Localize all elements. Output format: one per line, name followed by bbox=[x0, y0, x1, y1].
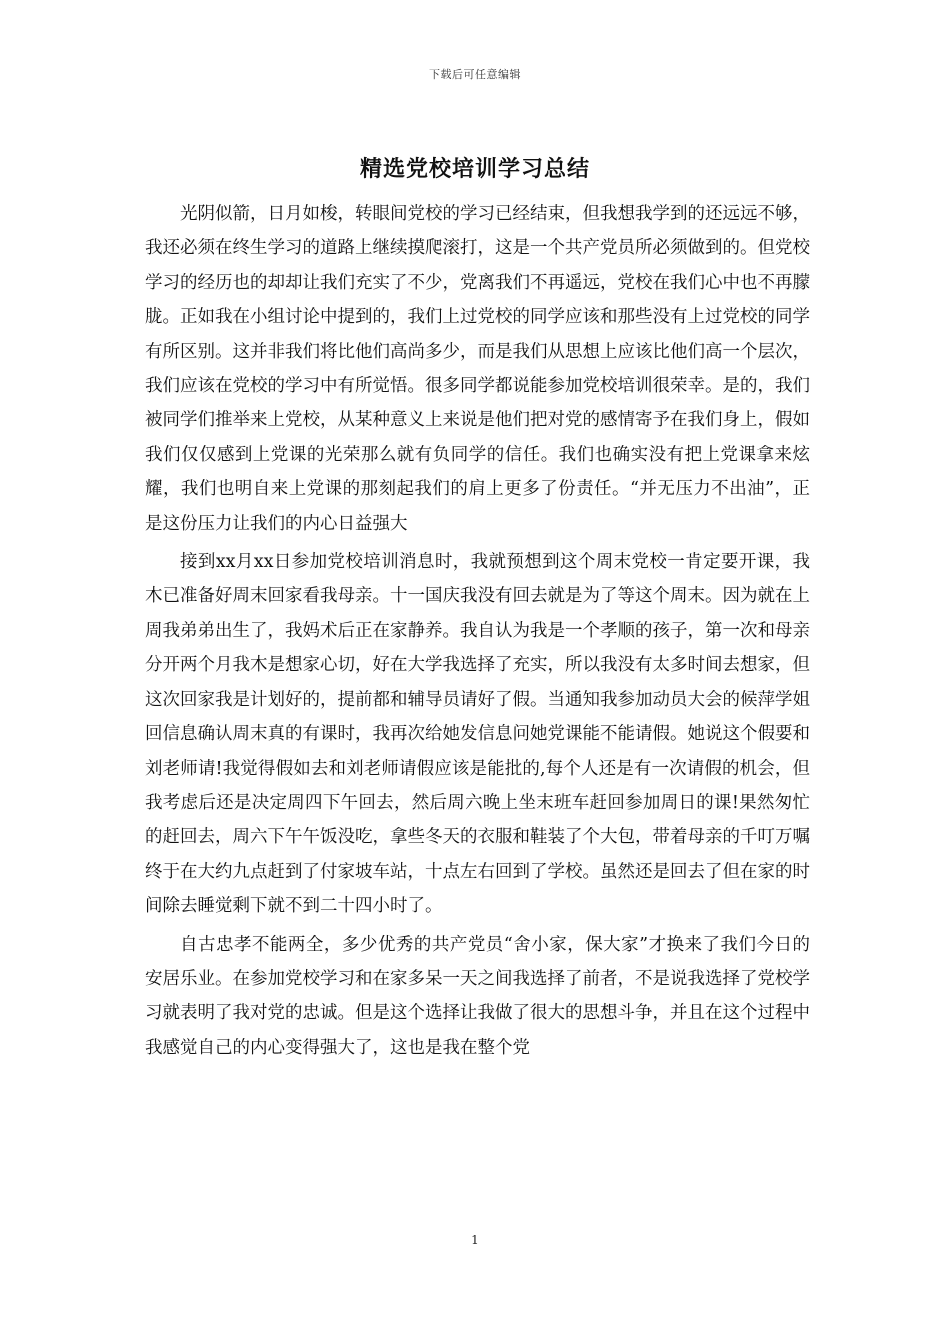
paragraph-3: 自古忠孝不能两全，多少优秀的共产党员“舍小家，保大家”才换来了我们今日的安居乐业。在参加党校学习和在家多呆一天之间我选择了前者，不是说我选择了党校学习就表明了我对党的忠诚。但是这个选择让我做了很大的思想斗争，并且在这个过程中我感觉自己的内心变得强大了，这也是我在整个党 bbox=[145, 934, 810, 1058]
paragraph-1: 光阴似箭，日月如梭，转眼间党校的学习已经结束，但我想我学到的还远远不够，我还必须在终生学习的道路上继续摸爬滚打，这是一个共产党员所必须做到的。但党校学习的经历也的却却让我们充实了不少，党离我们不再遥远，党校在我们心中也不再朦胧。正如我在小组讨论中提到的，我们上过党校的同学应该和那些没有上过党校的同学有所区别。这并非我们将比他们高尚多少，而是我们从思想上应该比他们高一个层次，我们应该在党校的学习中有所觉悟。很多同学都说能参加党校培训很荣幸。是的，我们被同学们推举来上党校，从某种意义上来说是他们把对党的感情寄予在我们身上，假如我们仅仅感到上党课的光荣那么就有负同学的信任。我们也确实没有把上党课拿来炫耀，我们也明自来上党课的那刻起我们的肩上更多了份责任。“并无压力不出油”，正是这份压力让我们的内心日益强大 bbox=[145, 204, 810, 534]
document-title: 精选党校培训学习总结 bbox=[359, 156, 590, 182]
paragraph-2: 接到xx月xx日参加党校培训消息时，我就预想到这个周末党校一肯定要开课，我木已准备好周末回家看我母亲。十一国庆我没有回去就是为了等这个周末。因为就在上周我弟弟出生了，我妈术后正在家静养。我自认为我是一个孝顺的孩子，第一次和母亲分开两个月我木是想家心切，好在大学我选择了充实，所以我没有太多时间去想家，但这次回家我是计划好的，提前都和辅导员请好了假。当通知我参加动员大会的候萍学姐回信息确认周末真的有课时，我再次给她发信息问她党课能不能请假。她说这个假要和刘老师请!我觉得假如去和刘老师请假应该是能批的,每个人还是有一次请假的机会，但我考虑后还是决定周四下午回去，然后周六晚上坐末班车赶回参加周日的课!果然匆忙的赶回去，周六下午午饭没吃，拿些冬天的衣服和鞋装了个大包，带着母亲的千叮万嘱终于在大约九点赶到了付家坡车站，十点左右回到了学校。虽然还是回去了但在家的时间除去睡觉剩下就不到二十四小时了。 bbox=[145, 552, 810, 917]
page-number: 1 bbox=[471, 1233, 479, 1247]
header-note: 下载后可任意编辑 bbox=[429, 68, 521, 81]
document-body bbox=[145, 197, 810, 1069]
